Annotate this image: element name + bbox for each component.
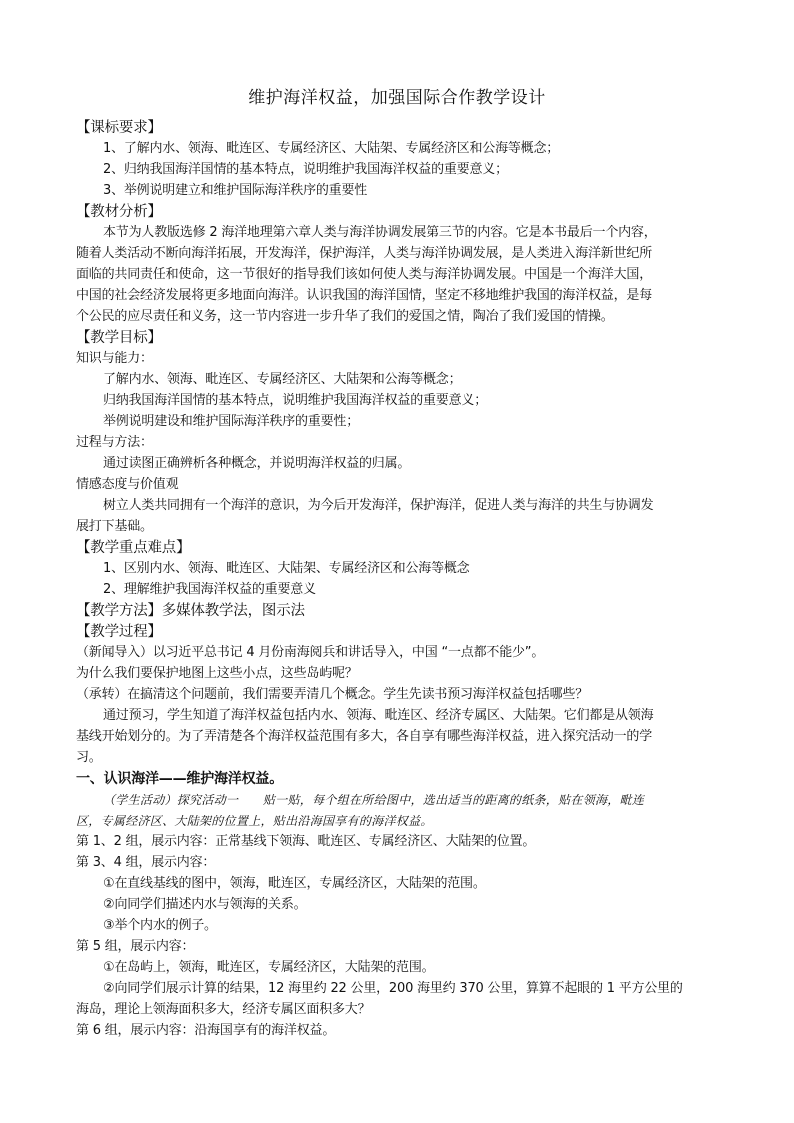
goal-item: 举例说明建设和维护国际海洋秩序的重要性；: [103, 414, 360, 429]
group-display-item: ③举个内水的例子。: [103, 918, 217, 933]
group-display-item: ①在直线基线的图中，领海，毗连区，专属经济区，大陆架的范围。: [103, 876, 486, 891]
goal-item: 归纳我国海洋国情的基本特点，说明维护我国海洋权益的重要意义；: [103, 393, 488, 408]
section-heading-methods: 【教学方法】多媒体教学法，图示法: [76, 603, 305, 619]
group-display-item: ②向同学们描述内水与领海的关系。: [103, 897, 307, 912]
analysis-line: 面临的共同责任和使命，这一节很好的指导我们该如何使人类与海洋协调发展。中国是一个海洋大国，: [76, 267, 653, 282]
analysis-line: 中国的社会经济发展将更多地面向海洋。认识我国的海洋国情，坚定不移地维护我国的海洋权益，是每: [76, 288, 653, 303]
key-point-item: 2、理解维护我国海洋权益的重要意义: [103, 582, 316, 597]
section-heading-curriculum: 【课标要求】: [76, 120, 162, 136]
section-heading-process: 【教学过程】: [76, 624, 162, 640]
student-activity-line: （学生活动）探究活动一 贴一贴，每个组在所给图中，选出适当的距离的纸条，贴在领海，毗连: [103, 793, 645, 807]
process-line: （承转）在搞清这个问题前，我们需要弄清几个概念。学生先读书预习海洋权益包括哪些？: [76, 687, 589, 702]
part-one-heading: 一、认识海洋——维护海洋权益。: [76, 771, 283, 787]
goal-subheading-attitude: 情感态度与价值观: [76, 477, 179, 492]
analysis-line: 随着人类活动不断向海洋拓展，开发海洋，保护海洋，人类与海洋协调发展，是人类进入海洋新世纪所: [76, 246, 653, 261]
curriculum-item-2: 2、归纳我国海洋国情的基本特点，说明维护我国海洋权益的重要意义；: [103, 162, 508, 177]
goal-item: 树立人类共同拥有一个海洋的意识，为今后开发海洋，保护海洋，促进人类与海洋的共生与协调发: [103, 498, 654, 513]
section-heading-textbook-analysis: 【教材分析】: [76, 204, 162, 220]
goal-subheading-knowledge: 知识与能力：: [76, 351, 153, 366]
group-display-line: 第 1、2 组，展示内容：正常基线下领海、毗连区、专属经济区、大陆架的位置。: [76, 834, 536, 849]
group-display-item: ①在岛屿上，领海，毗连区，专属经济区，大陆架的范围。: [103, 960, 435, 975]
curriculum-item-1: 1、了解内水、领海、毗连区、专属经济区、大陆架、专属经济区和公海等概念；: [103, 141, 560, 156]
group-display-line: 第 3、4 组，展示内容：: [76, 855, 216, 870]
section-heading-key-points: 【教学重点难点】: [76, 540, 191, 556]
analysis-line: 个公民的应尽责任和义务，这一节内容进一步升华了我们的爱国之情，陶冶了我们爱国的情操。: [76, 309, 614, 324]
group-display-item: 海岛，理论上领海面积多大，经济专属区面积多大？: [76, 1002, 371, 1017]
document-title: 维护海洋权益，加强国际合作教学设计: [248, 88, 546, 108]
student-activity-line: 区，专属经济区、大陆架的位置上，贴出沿海国享有的海洋权益。: [76, 814, 433, 828]
process-line: 通过预习，学生知道了海洋权益包括内水、领海、毗连区、经济专属区、大陆架。它们都是从领海: [103, 708, 654, 723]
goal-item: 了解内水、领海、毗连区、专属经济区、大陆架和公海等概念；: [103, 372, 462, 387]
curriculum-item-3: 3、举例说明建立和维护国际海洋秩序的重要性: [103, 183, 368, 198]
group-display-line: 第 6 组，展示内容：沿海国享有的海洋权益。: [76, 1023, 336, 1038]
goal-item: 展打下基础。: [76, 519, 153, 534]
process-line: 为什么我们要保护地图上这些小点，这些岛屿呢？: [76, 666, 358, 681]
goal-item: 通过读图正确辨析各种概念，并说明海洋权益的归属。: [103, 456, 411, 471]
analysis-line: 本节为人教版选修 2 海洋地理第六章人类与海洋协调发展第三节的内容。它是本书最后一个内容，: [103, 225, 657, 240]
group-display-line: 第 5 组，展示内容：: [76, 939, 195, 954]
key-point-item: 1、区别内水、领海、毗连区、大陆架、专属经济区和公海等概念: [103, 561, 470, 576]
section-heading-teaching-goals: 【教学目标】: [76, 330, 162, 346]
process-line: （新闻导入）以习近平总书记 4 月份南海阅兵和讲话导入，中国 “一点都不能少”。: [76, 645, 545, 660]
group-display-item: ②向同学们展示计算的结果，12 海里约 22 公里，200 海里约 370 公里，算算不起眼的 1 平方公里的: [103, 981, 683, 996]
process-line: 基线开始划分的。为了弄清楚各个海洋权益范围有多大，各自享有哪些海洋权益，进入探究活动一的学: [76, 729, 653, 744]
goal-subheading-process: 过程与方法：: [76, 435, 153, 450]
process-line: 习。: [76, 750, 102, 765]
